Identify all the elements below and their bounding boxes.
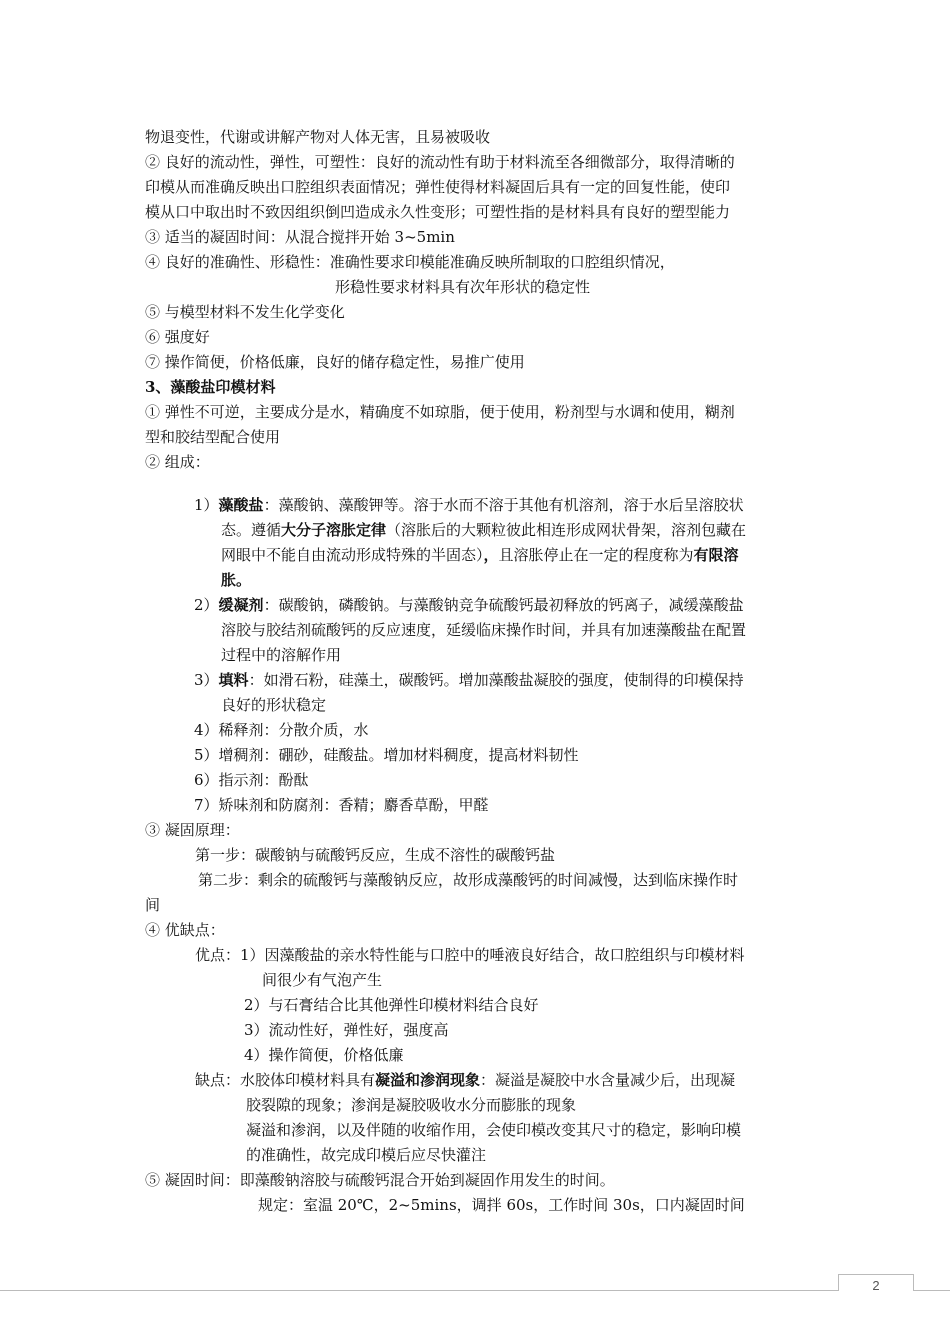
text-run: 网眼中不能自由流动形成特殊的半固态） — [221, 546, 484, 564]
text-line: ⑦ 操作简便，价格低廉，良好的储存稳定性，易推广使用 — [145, 353, 525, 371]
text-line: 凝溢和渗润，以及伴随的收缩作用，会使印模改变其尺寸的稳定，影响印模 — [246, 1121, 742, 1139]
text-line: ① 弹性不可逆，主要成分是水，精确度不如琼脂，便于使用，粉剂型与水调和使用，糊剂 — [145, 403, 735, 421]
text-line: 间 — [145, 896, 161, 914]
bold-term: 缓凝剂 — [218, 596, 264, 614]
text-run: ：藻酸钠、藻酸钾等。溶于水而不溶于其他有机溶剂，溶于水后呈溶胶状 — [263, 496, 744, 514]
section-heading: 3、藻酸盐印模材料 — [145, 378, 276, 396]
text-line: 第一步：碳酸钠与硫酸钙反应，生成不溶性的碳酸钙盐 — [195, 846, 556, 864]
text-run: 态。遵循 — [221, 521, 282, 539]
text-run: 1） — [194, 496, 219, 514]
text-line: ④ 良好的准确性、形稳性：准确性要求印模能准确反映所制取的口腔组织情况， — [145, 253, 675, 271]
text-line: 的准确性，故完成印模后应尽快灌注 — [246, 1146, 487, 1164]
text-line: 规定：室温 20℃，2~5mins，调拌 60s，工作时间 30s，口内凝固时间 — [258, 1196, 745, 1214]
text-run: ：碳酸钠，磷酸钠。与藻酸钠竞争硫酸钙最初释放的钙离子，减缓藻酸盐 — [263, 596, 744, 614]
text-run: 2） — [194, 596, 219, 614]
text-line: 物退变性，代谢或讲解产物对人体无害，且易被吸收 — [145, 128, 491, 146]
bold-term: ， — [483, 546, 499, 564]
text-run: 且溶胀停止在一定的程度称为 — [498, 546, 694, 564]
text-line: 过程中的溶解作用 — [221, 646, 342, 664]
bold-term: 凝溢和渗润现象 — [375, 1071, 481, 1089]
text-line — [194, 495, 744, 515]
text-line: 优点：1）因藻酸盐的亲水特性能与口腔中的唾液良好结合，故口腔组织与印模材料 — [195, 946, 745, 964]
bold-term: 藻酸盐 — [218, 496, 264, 514]
text-line: ③ 凝固原理： — [145, 821, 240, 839]
bold-term: 胀。 — [221, 571, 252, 589]
text-line — [194, 595, 744, 615]
text-run: ：如滑石粉，硅藻土，碳酸钙。增加藻酸盐凝胶的强度，使制得的印模保持 — [248, 671, 744, 689]
text-line: 7）矫味剂和防腐剂：香精；麝香草酚，甲醛 — [194, 796, 489, 814]
text-line: 良好的形状稳定 — [221, 696, 327, 714]
text-run: 缺点：水胶体印模材料具有 — [195, 1071, 376, 1089]
text-line: ⑤ 凝固时间：即藻酸钠溶胶与硫酸钙混合开始到凝固作用发生的时间。 — [145, 1171, 615, 1189]
text-line: 4）稀释剂：分散介质，水 — [194, 721, 369, 739]
bold-term: 有限溶 — [693, 546, 739, 564]
text-line: 印模从而准确反映出口腔组织表面情况；弹性使得材料凝固后具有一定的回复性能，使印 — [145, 178, 731, 196]
text-line: 模从口中取出时不致因组织倒凹造成永久性变形；可塑性指的是材料具有良好的塑型能力 — [145, 203, 731, 221]
text-line: 4）操作简便，价格低廉 — [244, 1046, 404, 1064]
page-number: 2 — [838, 1274, 914, 1291]
bold-term: 填料 — [218, 671, 249, 689]
text-line: ② 良好的流动性，弹性，可塑性：良好的流动性有助于材料流至各细微部分，取得清晰的 — [145, 153, 735, 171]
text-line: ③ 适当的凝固时间：从混合搅拌开始 3~5min — [145, 228, 455, 246]
text-line — [195, 1070, 735, 1090]
text-line: 胶裂隙的现象；渗润是凝胶吸收水分而膨胀的现象 — [246, 1096, 577, 1114]
text-line: 2）与石膏结合比其他弹性印模材料结合良好 — [244, 996, 539, 1014]
text-line: ④ 优缺点： — [145, 921, 225, 939]
text-line: 6）指示剂：酚酞 — [194, 771, 309, 789]
text-line: ② 组成： — [145, 453, 210, 471]
text-line: 形稳性要求材料具有次年形状的稳定性 — [335, 278, 591, 296]
text-line: 间很少有气泡产生 — [262, 971, 383, 989]
text-line — [194, 670, 744, 690]
text-line: 第二步：剩余的硫酸钙与藻酸钠反应，故形成藻酸钙的时间减慢，达到临床操作时 — [198, 871, 739, 889]
bold-term: 大分子溶胀定律 — [281, 521, 387, 539]
text-line: ⑥ 强度好 — [145, 328, 210, 346]
text-run: 3） — [194, 671, 219, 689]
text-line — [221, 520, 746, 540]
text-line: ⑤ 与模型材料不发生化学变化 — [145, 303, 345, 321]
text-line: 溶胶与胶结剂硫酸钙的反应速度，延缓临床操作时间，并具有加速藻酸盐在配置 — [221, 621, 747, 639]
text-line — [221, 545, 739, 565]
text-line: 3）流动性好，弹性好，强度高 — [244, 1021, 449, 1039]
text-line: 型和胶结型配合使用 — [145, 428, 281, 446]
text-run: （溶胀后的大颗粒彼此相连形成网状骨架，溶剂包藏在 — [386, 521, 747, 539]
text-line: 5）增稠剂：硼砂，硅酸盐。增加材料稠度，提高材料韧性 — [194, 746, 579, 764]
text-run: ：凝溢是凝胶中水含量减少后，出现凝 — [480, 1071, 736, 1089]
text-line — [221, 570, 251, 590]
footer-rule — [0, 1290, 950, 1291]
